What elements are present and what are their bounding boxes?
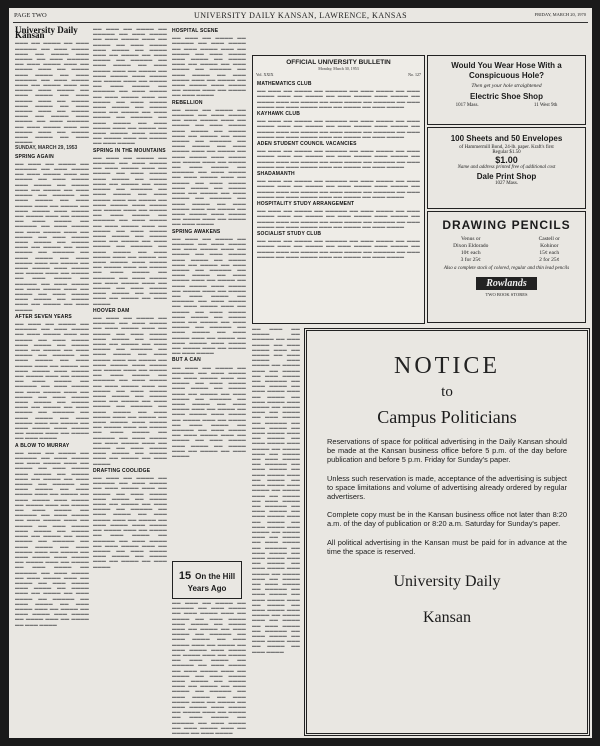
masthead-title: University Daily Kansan: [15, 26, 78, 41]
headline: SPRING AGAIN: [15, 153, 54, 160]
bulletin-number: No. 127: [408, 72, 421, 77]
notice-subheading: Campus Politicians: [377, 407, 517, 427]
pencil-price: 3 for 25¢: [460, 257, 481, 263]
pencil-brand: Kohinor: [540, 243, 559, 249]
column-4-lower: ▬▬ ▬▬▬ ▬▬ ▬▬▬▬ ▬▬ ▬▬▬▬▬ ▬▬ ▬▬▬ ▬▬▬▬ ▬▬ ▬▬▬ ▬▬▬▬ ▬▬▬ ▬▬ ▬▬▬▬ ▬▬ ▬▬▬ ▬▬▬▬ ▬▬▬ ▬▬▬▬ ▬▬ ▬▬▬▬ ▬▬▬ ▬▬ ▬▬▬▬ ▬▬ ▬▬▬ ▬▬▬▬ ▬▬ ▬▬▬▬▬ ▬▬ ▬▬▬ ▬▬▬▬ ▬▬ ▬▬▬ ▬▬▬▬ ▬▬▬ ▬▬ ▬▬▬▬ ▬▬ ▬▬▬ ▬▬▬▬ ▬▬▬ ▬▬▬▬ ▬▬ ▬▬▬▬ ▬▬▬ ▬▬ ▬▬▬▬ ▬▬ ▬▬▬ ▬▬▬▬ ▬▬ ▬▬▬▬▬ ▬▬ ▬▬▬ ▬▬▬▬ ▬▬ ▬▬▬ ▬▬▬▬ ▬▬▬ ▬▬ ▬▬▬▬ ▬▬ ▬▬▬ ▬▬▬▬ ▬▬▬ ▬▬▬▬ ▬▬ ▬▬▬▬ ▬▬▬ ▬▬ ▬▬▬▬ ▬▬ ▬▬▬ ▬▬▬▬ ▬▬ ▬▬▬▬▬ ▬▬ ▬▬▬ ▬▬▬▬ ▬▬ ▬▬▬ ▬▬▬▬ ▬▬▬ ▬▬ ▬▬▬▬ ▬▬ ▬▬▬ ▬▬▬▬ ▬▬▬ ▬▬▬▬ ▬▬ ▬▬▬▬ ▬▬▬ ▬▬ ▬▬▬▬ ▬▬ ▬▬▬ ▬▬▬▬ ▬▬ ▬▬▬▬▬ ▬▬ ▬▬▬ ▬▬▬▬ ▬▬ ▬▬▬ ▬▬▬▬ ▬▬▬ ▬▬ ▬▬▬▬ ▬▬ ▬▬▬ ▬▬▬▬ ▬▬▬ ▬▬▬▬ ▬▬ ▬▬▬▬ ▬▬▬ ▬▬ ▬▬▬▬ ▬▬ ▬▬▬ ▬▬▬▬ ▬▬ ▬▬▬▬▬ ▬▬ ▬▬▬ ▬▬▬▬ ▬▬ ▬▬▬ ▬▬▬▬ ▬▬▬ ▬▬ ▬▬▬▬ ▬▬ ▬▬▬ ▬▬▬▬ ▬▬▬ ▬▬▬▬ ▬▬ ▬▬▬▬ ▬▬▬ ▬▬ ▬▬▬▬ ▬▬ ▬▬▬ ▬▬▬▬ ▬▬ ▬▬▬▬▬ ▬▬ ▬▬▬ ▬▬▬▬ ▬▬ ▬▬▬ ▬▬▬▬ ▬▬▬ ▬▬ ▬▬▬▬ ▬▬ ▬▬▬ ▬▬▬▬ ▬▬▬ ▬▬▬▬ ▬▬ ▬▬▬▬ ▬▬▬ ▬▬ ▬▬▬▬ ▬▬ ▬▬▬ ▬▬▬▬ ▬▬ ▬▬▬▬▬ ▬▬ ▬▬▬ ▬▬▬▬ ▬▬ ▬▬▬ ▬▬▬▬ ▬▬▬ ▬▬ ▬▬▬▬ ▬▬ ▬▬▬ ▬▬▬▬: [252, 326, 300, 654]
on-the-hill-box: [172, 561, 242, 599]
ad-note: Also a complete stock of colored, regular and thin lead pencils: [443, 266, 570, 271]
dale-print-shop-ad: [427, 127, 586, 209]
masthead-staff: ▬▬▬ ▬▬ ▬▬▬▬ ▬▬ ▬▬▬ ▬▬▬▬▬ ▬▬ ▬▬▬ ▬▬▬▬ ▬▬▬ ▬▬ ▬▬▬▬ ▬▬▬ ▬▬▬▬ ▬▬ ▬▬▬ ▬▬▬▬▬ ▬▬ ▬▬▬ ▬▬▬▬ ▬▬▬ ▬▬ ▬▬▬▬ ▬▬▬ ▬▬ ▬▬▬▬ ▬▬▬ ▬▬▬▬ ▬▬ ▬▬▬ ▬▬▬▬▬ ▬▬ ▬▬▬ ▬▬▬▬ ▬▬▬ ▬▬ ▬▬▬▬ ▬▬▬ ▬▬ ▬▬▬▬ ▬▬▬ ▬▬▬▬ ▬▬ ▬▬▬ ▬▬▬▬ ▬▬ ▬▬▬ ▬▬▬▬ ▬▬▬ ▬▬ ▬▬▬▬ ▬▬▬ ▬▬▬▬ ▬▬ ▬▬▬ ▬▬▬▬ ▬▬▬ ▬▬ ▬▬▬▬ ▬▬▬ ▬▬ ▬▬▬▬ ▬▬▬ ▬▬▬▬ ▬▬ ▬▬▬ ▬▬▬▬▬ ▬▬ ▬▬▬ ▬▬▬▬ ▬▬▬ ▬▬ ▬▬▬▬ ▬▬▬ ▬▬ ▬▬▬▬ ▬▬▬ ▬▬▬▬ ▬▬ ▬▬▬ ▬▬▬▬: [15, 40, 89, 145]
notice-paragraph: Reservations of space for political advertising in the Daily Kansan should be made at the Kansan business office before 5 p.m. of the day before publication and before 5 p.m. Friday for Sunday's paper.: [327, 437, 567, 465]
headline: SPRING IN THE MOUNTAINS: [93, 147, 166, 154]
ad-headline-1: Would You Wear Hose With a: [451, 61, 562, 70]
headline: A BLOW TO MURRAY: [15, 442, 70, 449]
notice-heading: SHADAMANTH: [257, 171, 295, 178]
bulletin-title: OFFICIAL UNIVERSITY BULLETIN: [286, 59, 391, 66]
notice-heading: NOTICE: [394, 353, 500, 379]
headline: SPRING AWAKENS: [172, 228, 221, 235]
ad-price: $1.00: [495, 155, 518, 165]
drawing-pencils-ad: [427, 211, 586, 323]
shop-name: Dale Print Shop: [476, 172, 537, 181]
ad-note: Name and address printed free of additional cost: [457, 165, 556, 170]
bulletin-date: Monday, March 30, 1953: [318, 66, 359, 71]
notice-heading: MATHEMATICS CLUB: [257, 81, 312, 87]
shop-name: Electric Shoe Shop: [470, 92, 543, 101]
column-2: ▬▬ ▬▬▬ ▬▬ ▬▬▬▬ ▬▬ ▬▬▬▬▬ ▬▬ ▬▬▬ ▬▬▬▬ ▬▬ ▬▬▬ ▬▬▬▬ ▬▬▬ ▬▬ ▬▬▬▬ ▬▬ ▬▬▬ ▬▬▬▬ ▬▬▬ ▬▬▬▬ ▬▬ ▬▬▬▬ ▬▬▬ ▬▬ ▬▬▬▬ ▬▬ ▬▬▬ ▬▬▬▬ ▬▬ ▬▬▬▬▬ ▬▬ ▬▬▬ ▬▬▬▬ ▬▬ ▬▬▬ ▬▬▬▬ ▬▬▬ ▬▬ ▬▬▬▬ ▬▬ ▬▬▬ ▬▬▬▬ ▬▬▬ ▬▬▬▬ ▬▬ ▬▬▬▬ ▬▬▬ ▬▬ ▬▬▬▬ ▬▬ ▬▬▬ ▬▬▬▬ ▬▬ ▬▬▬▬▬ ▬▬ ▬▬▬ ▬▬▬▬ ▬▬ ▬▬▬ ▬▬▬▬ ▬▬▬ ▬▬ ▬▬▬▬ ▬▬ ▬▬▬ ▬▬▬▬ ▬▬▬ ▬▬▬▬ ▬▬ ▬▬▬▬ ▬▬▬ ▬▬ ▬▬▬▬ ▬▬ ▬▬▬ ▬▬▬▬ ▬▬ ▬▬▬▬▬ ▬▬ ▬▬▬ ▬▬▬▬ ▬▬ ▬▬▬ ▬▬▬▬ ▬▬▬ ▬▬ ▬▬▬▬ ▬▬ ▬▬▬ ▬▬▬▬ ▬▬▬ ▬▬▬▬ ▬▬ ▬▬▬▬ ▬▬▬ ▬▬ ▬▬▬▬ ▬▬ ▬▬▬ ▬▬▬▬ SPRING IN THE MOUNTAINS ▬▬ ▬▬▬ ▬▬ ▬▬▬▬ ▬▬ ▬▬▬▬▬ ▬▬ ▬▬▬ ▬▬▬▬ ▬▬ ▬▬▬ ▬▬▬▬ ▬▬▬ ▬▬ ▬▬▬▬ ▬▬ ▬▬▬ ▬▬▬▬ ▬▬▬ ▬▬▬▬ ▬▬ ▬▬▬▬ ▬▬▬ ▬▬ ▬▬▬▬ ▬▬ ▬▬▬ ▬▬▬▬ ▬▬ ▬▬▬▬▬ ▬▬ ▬▬▬ ▬▬▬▬ ▬▬ ▬▬▬ ▬▬▬▬ ▬▬▬ ▬▬ ▬▬▬▬ ▬▬ ▬▬▬ ▬▬▬▬ ▬▬▬ ▬▬▬▬ ▬▬ ▬▬▬▬ ▬▬▬ ▬▬ ▬▬▬▬ ▬▬ ▬▬▬ ▬▬▬▬ ▬▬ ▬▬▬▬▬ ▬▬ ▬▬▬ ▬▬▬▬ ▬▬ ▬▬▬ ▬▬▬▬ ▬▬▬ ▬▬ ▬▬▬▬ ▬▬ ▬▬▬ ▬▬▬▬ ▬▬▬ ▬▬▬▬ ▬▬ ▬▬▬▬ ▬▬▬ ▬▬ ▬▬▬▬ ▬▬ ▬▬▬ ▬▬▬▬ ▬▬ ▬▬▬▬▬ ▬▬ ▬▬▬ ▬▬▬▬ ▬▬ ▬▬▬ ▬▬▬▬ ▬▬▬ ▬▬ ▬▬▬▬ ▬▬ ▬▬▬ ▬▬▬▬ ▬▬▬ ▬▬▬▬ ▬▬ ▬▬▬▬ ▬▬▬ ▬▬ ▬▬▬▬ ▬▬ ▬▬▬ ▬▬▬▬ ▬▬ ▬▬▬▬▬ ▬▬ ▬▬▬ ▬▬▬▬ ▬▬ ▬▬▬ ▬▬▬▬ ▬▬▬ ▬▬ ▬▬▬▬ ▬▬ ▬▬▬ ▬▬▬▬ ▬▬▬ ▬▬▬▬ ▬▬ ▬▬▬▬ ▬▬▬ ▬▬ ▬▬▬▬ ▬▬ ▬▬▬ ▬▬▬▬ HOOVER DAM ▬▬ ▬▬▬ ▬▬ ▬▬▬▬ ▬▬ ▬▬▬▬▬ ▬▬ ▬▬▬ ▬▬▬▬ ▬▬ ▬▬▬ ▬▬▬▬ ▬▬▬ ▬▬ ▬▬▬▬ ▬▬ ▬▬▬ ▬▬▬▬ ▬▬▬ ▬▬▬▬ ▬▬ ▬▬▬▬ ▬▬▬ ▬▬ ▬▬▬▬ ▬▬ ▬▬▬ ▬▬▬▬ ▬▬ ▬▬▬▬▬ ▬▬ ▬▬▬ ▬▬▬▬ ▬▬ ▬▬▬ ▬▬▬▬ ▬▬▬ ▬▬ ▬▬▬▬ ▬▬ ▬▬▬ ▬▬▬▬ ▬▬▬ ▬▬▬▬ ▬▬ ▬▬▬▬ ▬▬▬ ▬▬ ▬▬▬▬ ▬▬ ▬▬▬ ▬▬▬▬ ▬▬ ▬▬▬▬▬ ▬▬ ▬▬▬ ▬▬▬▬ ▬▬ ▬▬▬ ▬▬▬▬ ▬▬▬ ▬▬ ▬▬▬▬ ▬▬ ▬▬▬ ▬▬▬▬ ▬▬▬ ▬▬▬▬ ▬▬ ▬▬▬▬ ▬▬▬ ▬▬ ▬▬▬▬ ▬▬ ▬▬▬ ▬▬▬▬ ▬▬ ▬▬▬▬▬ ▬▬ ▬▬▬ ▬▬▬▬ ▬▬ ▬▬▬ ▬▬▬▬ ▬▬▬ ▬▬ ▬▬▬▬ ▬▬ ▬▬▬ ▬▬▬▬ ▬▬▬ ▬▬▬▬ ▬▬ ▬▬▬▬ ▬▬▬ ▬▬ ▬▬▬▬ ▬▬ ▬▬▬ ▬▬▬▬ ▬▬ ▬▬▬▬▬ ▬▬ ▬▬▬ ▬▬▬▬ ▬▬ ▬▬▬ ▬▬▬▬ ▬▬▬ ▬▬ ▬▬▬▬ ▬▬ ▬▬▬ ▬▬▬▬ ▬▬▬ ▬▬▬▬ ▬▬ ▬▬▬▬ ▬▬▬ ▬▬ ▬▬▬▬ ▬▬ ▬▬▬ ▬▬▬▬ DRAFTING COOLIDGE ▬▬ ▬▬▬ ▬▬ ▬▬▬▬ ▬▬ ▬▬▬▬▬ ▬▬ ▬▬▬ ▬▬▬▬ ▬▬ ▬▬▬ ▬▬▬▬ ▬▬▬ ▬▬ ▬▬▬▬ ▬▬ ▬▬▬ ▬▬▬▬ ▬▬▬ ▬▬▬▬ ▬▬ ▬▬▬▬ ▬▬▬ ▬▬ ▬▬▬▬ ▬▬ ▬▬▬ ▬▬▬▬ ▬▬ ▬▬▬▬▬ ▬▬ ▬▬▬ ▬▬▬▬ ▬▬ ▬▬▬ ▬▬▬▬ ▬▬▬ ▬▬ ▬▬▬▬ ▬▬ ▬▬▬ ▬▬▬▬ ▬▬▬ ▬▬▬▬ ▬▬ ▬▬▬▬ ▬▬▬ ▬▬ ▬▬▬▬ ▬▬ ▬▬▬ ▬▬▬▬ ▬▬ ▬▬▬▬▬ ▬▬ ▬▬▬ ▬▬▬▬ ▬▬ ▬▬▬ ▬▬▬▬ ▬▬▬ ▬▬ ▬▬▬▬ ▬▬ ▬▬▬ ▬▬▬▬ ▬▬▬ ▬▬▬▬ ▬▬ ▬▬▬▬ ▬▬▬ ▬▬ ▬▬▬▬ ▬▬ ▬▬▬ ▬▬▬▬: [93, 26, 167, 569]
official-bulletin: [252, 55, 425, 324]
newspaper-page: [9, 8, 592, 738]
bulletin-notices: MATHEMATICS CLUB ▬▬ ▬▬▬ ▬▬ ▬▬▬▬ ▬▬ ▬▬▬▬▬ ▬▬ ▬▬▬ ▬▬▬▬ ▬▬ ▬▬▬ ▬▬▬▬ ▬▬▬ ▬▬ ▬▬▬▬ ▬▬ ▬▬▬ ▬▬▬▬ ▬▬▬ ▬▬▬▬ ▬▬ ▬▬▬▬ ▬▬▬ ▬▬ ▬▬▬▬ ▬▬ ▬▬▬ ▬▬▬▬ ▬▬ ▬▬▬▬▬ ▬▬ ▬▬▬ ▬▬▬▬ ▬▬ ▬▬▬ ▬▬▬▬ ▬▬▬ ▬▬ ▬▬▬▬ ▬▬ ▬▬▬ ▬▬▬▬ KAYHAWK CLUB ▬▬ ▬▬▬ ▬▬ ▬▬▬▬ ▬▬ ▬▬▬▬▬ ▬▬ ▬▬▬ ▬▬▬▬ ▬▬ ▬▬▬ ▬▬▬▬ ▬▬▬ ▬▬ ▬▬▬▬ ▬▬ ▬▬▬ ▬▬▬▬ ▬▬▬ ▬▬▬▬ ▬▬ ▬▬▬▬ ▬▬▬ ▬▬ ▬▬▬▬ ▬▬ ▬▬▬ ▬▬▬▬ ▬▬ ▬▬▬▬▬ ▬▬ ▬▬▬ ▬▬▬▬ ▬▬ ▬▬▬ ▬▬▬▬ ▬▬▬ ▬▬ ▬▬▬▬ ▬▬ ▬▬▬ ▬▬▬▬ ADEN STUDENT COUNCIL VACANCIES ▬▬ ▬▬▬ ▬▬ ▬▬▬▬ ▬▬ ▬▬▬▬▬ ▬▬ ▬▬▬ ▬▬▬▬ ▬▬ ▬▬▬ ▬▬▬▬ ▬▬▬ ▬▬ ▬▬▬▬ ▬▬ ▬▬▬ ▬▬▬▬ ▬▬▬ ▬▬▬▬ ▬▬ ▬▬▬▬ ▬▬▬ ▬▬ ▬▬▬▬ ▬▬ ▬▬▬ ▬▬▬▬ ▬▬ ▬▬▬▬▬ ▬▬ ▬▬▬ ▬▬▬▬ ▬▬ ▬▬▬ ▬▬▬▬ ▬▬▬ ▬▬ ▬▬▬▬ ▬▬ ▬▬▬ ▬▬▬▬ SHADAMANTH ▬▬ ▬▬▬ ▬▬ ▬▬▬▬ ▬▬ ▬▬▬▬▬ ▬▬ ▬▬▬ ▬▬▬▬ ▬▬ ▬▬▬ ▬▬▬▬ ▬▬▬ ▬▬ ▬▬▬▬ ▬▬ ▬▬▬ ▬▬▬▬ ▬▬▬ ▬▬▬▬ ▬▬ ▬▬▬▬ ▬▬▬ ▬▬ ▬▬▬▬ ▬▬ ▬▬▬ ▬▬▬▬ ▬▬ ▬▬▬▬▬ ▬▬ ▬▬▬ ▬▬▬▬ ▬▬ ▬▬▬ ▬▬▬▬ ▬▬▬ ▬▬ ▬▬▬▬ ▬▬ ▬▬▬ ▬▬▬▬ HOSPITALITY STUDY ARRANGEMENT ▬▬ ▬▬▬ ▬▬ ▬▬▬▬ ▬▬ ▬▬▬▬▬ ▬▬ ▬▬▬ ▬▬▬▬ ▬▬ ▬▬▬ ▬▬▬▬ ▬▬▬ ▬▬ ▬▬▬▬ ▬▬ ▬▬▬ ▬▬▬▬ ▬▬▬ ▬▬▬▬ ▬▬ ▬▬▬▬ ▬▬▬ ▬▬ ▬▬▬▬ ▬▬ ▬▬▬ ▬▬▬▬ ▬▬ ▬▬▬▬▬ ▬▬ ▬▬▬ ▬▬▬▬ ▬▬ ▬▬▬ ▬▬▬▬ ▬▬▬ ▬▬ ▬▬▬▬ ▬▬ ▬▬▬ ▬▬▬▬ SOCIALIST STUDY CLUB ▬▬ ▬▬▬ ▬▬ ▬▬▬▬ ▬▬ ▬▬▬▬▬ ▬▬ ▬▬▬ ▬▬▬▬ ▬▬ ▬▬▬ ▬▬▬▬ ▬▬▬ ▬▬ ▬▬▬▬ ▬▬ ▬▬▬ ▬▬▬▬ ▬▬▬ ▬▬▬▬ ▬▬ ▬▬▬▬ ▬▬▬ ▬▬ ▬▬▬▬ ▬▬ ▬▬▬ ▬▬▬▬ ▬▬ ▬▬▬▬▬ ▬▬ ▬▬▬ ▬▬▬▬ ▬▬ ▬▬▬ ▬▬▬▬ ▬▬▬ ▬▬ ▬▬▬▬ ▬▬ ▬▬▬ ▬▬▬▬: [257, 81, 420, 259]
notice-to-campus-politicians: [304, 328, 590, 736]
notice-to: to: [441, 384, 453, 400]
years-ago-label: Years Ago: [187, 584, 227, 593]
ad-headline: 100 Sheets and 50 Envelopes: [450, 134, 563, 143]
pencil-brand: Dixon Eldorado: [453, 243, 489, 249]
ad-detail: of Hammermill Bond, 24-lb. paper. Kraft's first: [459, 145, 554, 150]
pencil-brand: Venus or: [461, 236, 481, 242]
shop-address: 1027 Mass.: [494, 181, 519, 186]
ad-headline-2: Conspicuous Hole?: [468, 71, 545, 80]
notice-signature-line-2: Kansan: [423, 609, 471, 627]
headline: BUT A CAN: [172, 357, 201, 364]
editorial-date: SUNDAY, MARCH 29, 1953: [15, 145, 78, 152]
store-tagline: TWO BOOK STORES: [485, 292, 528, 297]
headline: HOOVER DAM: [93, 307, 130, 314]
pencil-price: 2 for 25¢: [539, 257, 560, 263]
pencil-price: 15¢ each: [539, 250, 560, 256]
shop-address-2: 11 West 9th: [533, 103, 558, 108]
running-head: [9, 10, 592, 22]
head-rule: [13, 22, 588, 23]
headline: DRAFTING COOLIDGE: [93, 467, 151, 474]
paper-title: UNIVERSITY DAILY KANSAN, LAWRENCE, KANSAS: [193, 11, 408, 20]
notice-heading: HOSPITALITY STUDY ARRANGEMENT: [257, 201, 355, 208]
column-3: HOSPITAL SCENE ▬▬ ▬▬▬ ▬▬ ▬▬▬▬ ▬▬ ▬▬▬▬▬ ▬▬ ▬▬▬ ▬▬▬▬ ▬▬ ▬▬▬ ▬▬▬▬ ▬▬▬ ▬▬ ▬▬▬▬ ▬▬ ▬▬▬ ▬▬▬▬ ▬▬▬ ▬▬▬▬ ▬▬ ▬▬▬▬ ▬▬▬ ▬▬ ▬▬▬▬ ▬▬ ▬▬▬ ▬▬▬▬ ▬▬ ▬▬▬▬▬ ▬▬ ▬▬▬ ▬▬▬▬ ▬▬ ▬▬▬ ▬▬▬▬ ▬▬▬ ▬▬ ▬▬▬▬ ▬▬ ▬▬▬ ▬▬▬▬ ▬▬▬ ▬▬▬▬ ▬▬ ▬▬▬▬ ▬▬▬ ▬▬ ▬▬▬▬ ▬▬ ▬▬▬ ▬▬▬▬ REBELLION ▬▬ ▬▬▬ ▬▬ ▬▬▬▬ ▬▬ ▬▬▬▬▬ ▬▬ ▬▬▬ ▬▬▬▬ ▬▬ ▬▬▬ ▬▬▬▬ ▬▬▬ ▬▬ ▬▬▬▬ ▬▬ ▬▬▬ ▬▬▬▬ ▬▬▬ ▬▬▬▬ ▬▬ ▬▬▬▬ ▬▬▬ ▬▬ ▬▬▬▬ ▬▬ ▬▬▬ ▬▬▬▬ ▬▬ ▬▬▬▬▬ ▬▬ ▬▬▬ ▬▬▬▬ ▬▬ ▬▬▬ ▬▬▬▬ ▬▬▬ ▬▬ ▬▬▬▬ ▬▬ ▬▬▬ ▬▬▬▬ ▬▬▬ ▬▬▬▬ ▬▬ ▬▬▬▬ ▬▬▬ ▬▬ ▬▬▬▬ ▬▬ ▬▬▬ ▬▬▬▬ ▬▬ ▬▬▬▬▬ ▬▬ ▬▬▬ ▬▬▬▬ ▬▬ ▬▬▬ ▬▬▬▬ ▬▬▬ ▬▬ ▬▬▬▬ ▬▬ ▬▬▬ ▬▬▬▬ ▬▬▬ ▬▬▬▬ ▬▬ ▬▬▬▬ ▬▬▬ ▬▬ ▬▬▬▬ ▬▬ ▬▬▬ ▬▬▬▬ ▬▬ ▬▬▬▬▬ ▬▬ ▬▬▬ ▬▬▬▬ ▬▬ ▬▬▬ ▬▬▬▬ ▬▬▬ ▬▬ ▬▬▬▬ ▬▬ ▬▬▬ ▬▬▬▬ ▬▬▬ ▬▬▬▬ ▬▬ ▬▬▬▬ ▬▬▬ ▬▬ ▬▬▬▬ ▬▬ ▬▬▬ ▬▬▬▬ SPRING AWAKENS ▬▬ ▬▬▬ ▬▬ ▬▬▬▬ ▬▬ ▬▬▬▬▬ ▬▬ ▬▬▬ ▬▬▬▬ ▬▬ ▬▬▬ ▬▬▬▬ ▬▬▬ ▬▬ ▬▬▬▬ ▬▬ ▬▬▬ ▬▬▬▬ ▬▬▬ ▬▬▬▬ ▬▬ ▬▬▬▬ ▬▬▬ ▬▬ ▬▬▬▬ ▬▬ ▬▬▬ ▬▬▬▬ ▬▬ ▬▬▬▬▬ ▬▬ ▬▬▬ ▬▬▬▬ ▬▬ ▬▬▬ ▬▬▬▬ ▬▬▬ ▬▬ ▬▬▬▬ ▬▬ ▬▬▬ ▬▬▬▬ ▬▬▬ ▬▬▬▬ ▬▬ ▬▬▬▬ ▬▬▬ ▬▬ ▬▬▬▬ ▬▬ ▬▬▬ ▬▬▬▬ ▬▬ ▬▬▬▬▬ ▬▬ ▬▬▬ ▬▬▬▬ ▬▬ ▬▬▬ ▬▬▬▬ ▬▬▬ ▬▬ ▬▬▬▬ ▬▬ ▬▬▬ ▬▬▬▬ ▬▬▬ ▬▬▬▬ ▬▬ ▬▬▬▬ ▬▬▬ ▬▬ ▬▬▬▬ ▬▬ ▬▬▬ ▬▬▬▬ ▬▬ ▬▬▬▬▬ ▬▬ ▬▬▬ ▬▬▬▬ ▬▬ ▬▬▬ ▬▬▬▬ ▬▬▬ ▬▬ ▬▬▬▬ ▬▬ ▬▬▬ ▬▬▬▬ ▬▬▬ ▬▬▬▬ ▬▬ ▬▬▬▬ ▬▬▬ ▬▬ ▬▬▬▬ ▬▬ ▬▬▬ ▬▬▬▬ BUT A CAN ▬▬ ▬▬▬ ▬▬ ▬▬▬▬ ▬▬ ▬▬▬▬▬ ▬▬ ▬▬▬ ▬▬▬▬ ▬▬ ▬▬▬ ▬▬▬▬ ▬▬▬ ▬▬ ▬▬▬▬ ▬▬ ▬▬▬ ▬▬▬▬ ▬▬▬ ▬▬▬▬ ▬▬ ▬▬▬▬ ▬▬▬ ▬▬ ▬▬▬▬ ▬▬ ▬▬▬ ▬▬▬▬ ▬▬ ▬▬▬▬▬ ▬▬ ▬▬▬ ▬▬▬▬ ▬▬ ▬▬▬ ▬▬▬▬ ▬▬▬ ▬▬ ▬▬▬▬ ▬▬ ▬▬▬ ▬▬▬▬ ▬▬▬ ▬▬▬▬ ▬▬ ▬▬▬▬ ▬▬▬ ▬▬ ▬▬▬▬ ▬▬ ▬▬▬ ▬▬▬▬ ▬▬ ▬▬▬▬▬ ▬▬ ▬▬▬ ▬▬▬▬ ▬▬ ▬▬▬ ▬▬▬▬ ▬▬▬ ▬▬ ▬▬▬▬ ▬▬ ▬▬▬ ▬▬▬▬ ▬▬▬ ▬▬▬▬ ▬▬ ▬▬▬▬ ▬▬▬ ▬▬ ▬▬▬▬ ▬▬ ▬▬▬ ▬▬▬▬: [172, 28, 246, 459]
page-number: PAGE TWO: [14, 12, 47, 19]
notice-paragraph: Unless such reservation is made, acceptance of the advertising is subject to space limitations and volume of advertising already ordered by regular advertisers.: [327, 473, 567, 502]
ad-title: DRAWING PENCILS: [442, 218, 571, 232]
on-the-hill-label: On the Hill: [195, 572, 236, 581]
headline: AFTER SEVEN YEARS: [15, 313, 72, 320]
headline: HOSPITAL SCENE: [172, 28, 219, 34]
ad-regular-price: Regular $1.50: [492, 150, 521, 155]
years-number: 15: [178, 570, 192, 582]
headline: REBELLION: [172, 99, 203, 106]
pencil-brand: Castell or: [538, 236, 560, 242]
notice-heading: KAYHAWK CLUB: [257, 111, 301, 118]
notice-paragraph: All political advertising in the Kansan must be paid for in advance at the time the space is reserved.: [327, 537, 567, 556]
pencil-price: 10¢ each: [460, 250, 481, 256]
notice-heading: SOCIALIST STUDY CLUB: [257, 231, 322, 238]
column-3-lower: ▬▬ ▬▬▬ ▬▬ ▬▬▬▬ ▬▬ ▬▬▬▬▬ ▬▬ ▬▬▬ ▬▬▬▬ ▬▬ ▬▬▬ ▬▬▬▬ ▬▬▬ ▬▬ ▬▬▬▬ ▬▬ ▬▬▬ ▬▬▬▬ ▬▬▬ ▬▬▬▬ ▬▬ ▬▬▬▬ ▬▬▬ ▬▬ ▬▬▬▬ ▬▬ ▬▬▬ ▬▬▬▬ ▬▬ ▬▬▬▬▬ ▬▬ ▬▬▬ ▬▬▬▬ ▬▬ ▬▬▬ ▬▬▬▬ ▬▬▬ ▬▬ ▬▬▬▬ ▬▬ ▬▬▬ ▬▬▬▬ ▬▬▬ ▬▬▬▬ ▬▬ ▬▬▬▬ ▬▬▬ ▬▬ ▬▬▬▬ ▬▬ ▬▬▬ ▬▬▬▬ ▬▬ ▬▬▬▬▬ ▬▬ ▬▬▬ ▬▬▬▬ ▬▬ ▬▬▬ ▬▬▬▬ ▬▬▬ ▬▬ ▬▬▬▬ ▬▬ ▬▬▬ ▬▬▬▬ ▬▬▬ ▬▬▬▬ ▬▬ ▬▬▬▬ ▬▬▬ ▬▬ ▬▬▬▬ ▬▬ ▬▬▬ ▬▬▬▬ ▬▬ ▬▬▬▬▬ ▬▬ ▬▬▬ ▬▬▬▬ ▬▬ ▬▬▬ ▬▬▬▬ ▬▬▬ ▬▬ ▬▬▬▬ ▬▬ ▬▬▬ ▬▬▬▬ ▬▬▬ ▬▬▬▬ ▬▬ ▬▬▬▬ ▬▬▬ ▬▬ ▬▬▬▬ ▬▬ ▬▬▬ ▬▬▬▬ ▬▬ ▬▬▬▬▬ ▬▬ ▬▬▬ ▬▬▬▬ ▬▬ ▬▬▬ ▬▬▬▬ ▬▬▬ ▬▬ ▬▬▬▬ ▬▬ ▬▬▬ ▬▬▬▬: [172, 600, 246, 734]
bulletin-volume: Vol. XXIX: [256, 72, 274, 77]
issue-date: FRIDAY, MARCH 20, 1970: [534, 12, 586, 17]
rowlands-logo: Rowlands: [476, 277, 537, 290]
notice-paragraph: Complete copy must be in the Kansan business office not later than 8:20 a.m. of the day of publication or 8:20 a.m. Saturday for Sunday's paper.: [327, 510, 567, 529]
column-1: University Daily Kansan ▬▬▬ ▬▬ ▬▬▬▬ ▬▬ ▬▬▬ ▬▬▬▬▬ ▬▬ ▬▬▬ ▬▬▬▬ ▬▬▬ ▬▬ ▬▬▬▬ ▬▬▬ ▬▬▬▬ ▬▬ ▬▬▬ ▬▬▬▬▬ ▬▬ ▬▬▬ ▬▬▬▬ ▬▬▬ ▬▬ ▬▬▬▬ ▬▬▬ ▬▬ ▬▬▬▬ ▬▬▬ ▬▬▬▬ ▬▬ ▬▬▬ ▬▬▬▬▬ ▬▬ ▬▬▬ ▬▬▬▬ ▬▬▬ ▬▬ ▬▬▬▬ ▬▬▬ ▬▬ ▬▬▬▬ ▬▬▬ ▬▬▬▬ ▬▬ ▬▬▬ ▬▬▬▬ ▬▬ ▬▬▬ ▬▬▬▬ ▬▬▬ ▬▬ ▬▬▬▬ ▬▬▬ ▬▬▬▬ ▬▬ ▬▬▬ ▬▬▬▬ ▬▬▬ ▬▬ ▬▬▬▬ ▬▬▬ ▬▬ ▬▬▬▬ ▬▬▬ ▬▬▬▬ ▬▬ ▬▬▬ ▬▬▬▬▬ ▬▬ ▬▬▬ ▬▬▬▬ ▬▬▬ ▬▬ ▬▬▬▬ ▬▬▬ ▬▬ ▬▬▬▬ ▬▬▬ ▬▬▬▬ ▬▬ ▬▬▬ ▬▬▬▬ SUNDAY, MARCH 29, 1953 SPRING AGAIN ▬▬ ▬▬▬ ▬▬ ▬▬▬▬ ▬▬ ▬▬▬▬▬ ▬▬ ▬▬▬ ▬▬▬▬ ▬▬ ▬▬▬ ▬▬▬▬ ▬▬▬ ▬▬ ▬▬▬▬ ▬▬ ▬▬▬ ▬▬▬▬ ▬▬▬ ▬▬▬▬ ▬▬ ▬▬▬▬ ▬▬▬ ▬▬ ▬▬▬▬ ▬▬ ▬▬▬ ▬▬▬▬ ▬▬ ▬▬▬▬▬ ▬▬ ▬▬▬ ▬▬▬▬ ▬▬ ▬▬▬ ▬▬▬▬ ▬▬▬ ▬▬ ▬▬▬▬ ▬▬ ▬▬▬ ▬▬▬▬ ▬▬▬ ▬▬▬▬ ▬▬ ▬▬▬▬ ▬▬▬ ▬▬ ▬▬▬▬ ▬▬ ▬▬▬ ▬▬▬▬ ▬▬ ▬▬▬▬▬ ▬▬ ▬▬▬ ▬▬▬▬ ▬▬ ▬▬▬ ▬▬▬▬ ▬▬▬ ▬▬ ▬▬▬▬ ▬▬ ▬▬▬ ▬▬▬▬ ▬▬▬ ▬▬▬▬ ▬▬ ▬▬▬▬ ▬▬▬ ▬▬ ▬▬▬▬ ▬▬ ▬▬▬ ▬▬▬▬ ▬▬ ▬▬▬▬▬ ▬▬ ▬▬▬ ▬▬▬▬ ▬▬ ▬▬▬ ▬▬▬▬ ▬▬▬ ▬▬ ▬▬▬▬ ▬▬ ▬▬▬ ▬▬▬▬ ▬▬▬ ▬▬▬▬ ▬▬ ▬▬▬▬ ▬▬▬ ▬▬ ▬▬▬▬ ▬▬ ▬▬▬ ▬▬▬▬ ▬▬ ▬▬▬▬▬ ▬▬ ▬▬▬ ▬▬▬▬ ▬▬ ▬▬▬ ▬▬▬▬ ▬▬▬ ▬▬ ▬▬▬▬ ▬▬ ▬▬▬ ▬▬▬▬ ▬▬▬ ▬▬▬▬ ▬▬ ▬▬▬▬ ▬▬▬ ▬▬ ▬▬▬▬ ▬▬ ▬▬▬ ▬▬▬▬ AFTER SEVEN YEARS ▬▬ ▬▬▬ ▬▬ ▬▬▬▬ ▬▬ ▬▬▬▬▬ ▬▬ ▬▬▬ ▬▬▬▬ ▬▬ ▬▬▬ ▬▬▬▬ ▬▬▬ ▬▬ ▬▬▬▬ ▬▬ ▬▬▬ ▬▬▬▬ ▬▬▬ ▬▬▬▬ ▬▬ ▬▬▬▬ ▬▬▬ ▬▬ ▬▬▬▬ ▬▬ ▬▬▬ ▬▬▬▬ ▬▬ ▬▬▬▬▬ ▬▬ ▬▬▬ ▬▬▬▬ ▬▬ ▬▬▬ ▬▬▬▬ ▬▬▬ ▬▬ ▬▬▬▬ ▬▬ ▬▬▬ ▬▬▬▬ ▬▬▬ ▬▬▬▬ ▬▬ ▬▬▬▬ ▬▬▬ ▬▬ ▬▬▬▬ ▬▬ ▬▬▬ ▬▬▬▬ ▬▬ ▬▬▬▬▬ ▬▬ ▬▬▬ ▬▬▬▬ ▬▬ ▬▬▬ ▬▬▬▬ ▬▬▬ ▬▬ ▬▬▬▬ ▬▬ ▬▬▬ ▬▬▬▬ ▬▬▬ ▬▬▬▬ ▬▬ ▬▬▬▬ ▬▬▬ ▬▬ ▬▬▬▬ ▬▬ ▬▬▬ ▬▬▬▬ ▬▬ ▬▬▬▬▬ ▬▬ ▬▬▬ ▬▬▬▬ ▬▬ ▬▬▬ ▬▬▬▬ ▬▬▬ ▬▬ ▬▬▬▬ ▬▬ ▬▬▬ ▬▬▬▬ ▬▬▬ ▬▬▬▬ ▬▬ ▬▬▬▬ ▬▬▬ ▬▬ ▬▬▬▬ ▬▬ ▬▬▬ ▬▬▬▬ A BLOW TO MURRAY ▬▬ ▬▬▬ ▬▬ ▬▬▬▬ ▬▬ ▬▬▬▬▬ ▬▬ ▬▬▬ ▬▬▬▬ ▬▬ ▬▬▬ ▬▬▬▬ ▬▬▬ ▬▬ ▬▬▬▬ ▬▬ ▬▬▬ ▬▬▬▬ ▬▬▬ ▬▬▬▬ ▬▬ ▬▬▬▬ ▬▬▬ ▬▬ ▬▬▬▬ ▬▬ ▬▬▬ ▬▬▬▬ ▬▬ ▬▬▬▬▬ ▬▬ ▬▬▬ ▬▬▬▬ ▬▬ ▬▬▬ ▬▬▬▬ ▬▬▬ ▬▬ ▬▬▬▬ ▬▬ ▬▬▬ ▬▬▬▬ ▬▬▬ ▬▬▬▬ ▬▬ ▬▬▬▬ ▬▬▬ ▬▬ ▬▬▬▬ ▬▬ ▬▬▬ ▬▬▬▬ ▬▬ ▬▬▬▬▬ ▬▬ ▬▬▬ ▬▬▬▬ ▬▬ ▬▬▬ ▬▬▬▬ ▬▬▬ ▬▬ ▬▬▬▬ ▬▬ ▬▬▬ ▬▬▬▬ ▬▬▬ ▬▬▬▬ ▬▬ ▬▬▬▬ ▬▬▬ ▬▬ ▬▬▬▬ ▬▬ ▬▬▬ ▬▬▬▬ ▬▬ ▬▬▬▬▬ ▬▬ ▬▬▬ ▬▬▬▬ ▬▬ ▬▬▬ ▬▬▬▬ ▬▬▬ ▬▬ ▬▬▬▬ ▬▬ ▬▬▬ ▬▬▬▬ ▬▬▬ ▬▬▬▬ ▬▬ ▬▬▬▬ ▬▬▬ ▬▬ ▬▬▬▬ ▬▬ ▬▬▬ ▬▬▬▬ ▬▬ ▬▬▬▬▬ ▬▬ ▬▬▬ ▬▬▬▬ ▬▬ ▬▬▬ ▬▬▬▬ ▬▬▬ ▬▬ ▬▬▬▬ ▬▬ ▬▬▬ ▬▬▬▬ ▬▬▬ ▬▬▬▬ ▬▬ ▬▬▬▬ ▬▬▬ ▬▬ ▬▬▬▬ ▬▬ ▬▬▬ ▬▬▬▬ ▬▬ ▬▬▬▬▬ ▬▬ ▬▬▬ ▬▬▬▬ ▬▬ ▬▬▬ ▬▬▬▬ ▬▬▬ ▬▬ ▬▬▬▬ ▬▬ ▬▬▬ ▬▬▬▬ ▬▬▬ ▬▬▬▬ ▬▬ ▬▬▬▬ ▬▬▬ ▬▬ ▬▬▬▬ ▬▬ ▬▬▬ ▬▬▬▬: [15, 26, 89, 627]
notice-signature-line-1: University Daily: [393, 573, 501, 591]
shop-address: 1017 Mass.: [455, 103, 479, 108]
ad-tagline: Then get your hole straightened: [471, 83, 542, 89]
electric-shoe-shop-ad: [427, 55, 586, 125]
notice-heading: ADEN STUDENT COUNCIL VACANCIES: [257, 141, 357, 148]
